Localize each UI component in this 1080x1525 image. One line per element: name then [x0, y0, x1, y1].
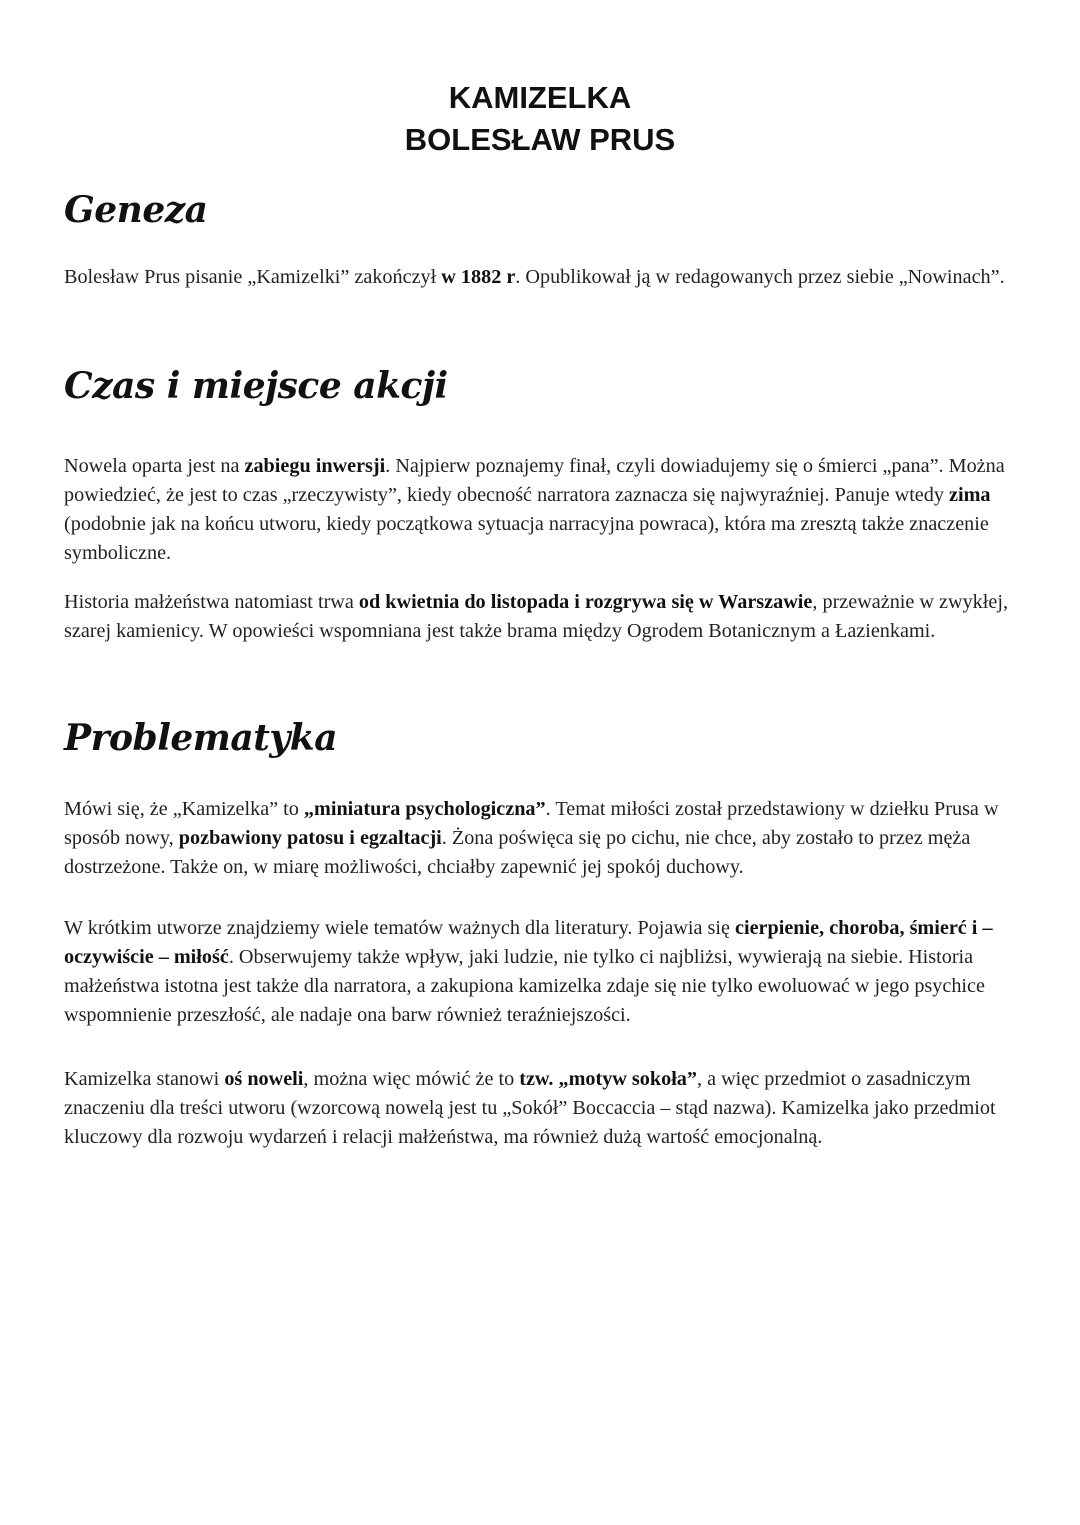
text-run: Bolesław Prus pisanie „Kamizelki” zakończył	[64, 266, 442, 288]
text-run: , można więc mówić że to	[303, 1068, 520, 1090]
text-run: Historia małżeństwa natomiast trwa	[64, 591, 359, 613]
bold-run: zabiegu inwersji	[244, 455, 386, 477]
text-run: Mówi się, że „Kamizelka” to	[64, 798, 304, 820]
bold-run: „miniatura psychologiczna”	[303, 798, 546, 820]
paragraph-czas-2	[64, 588, 1024, 646]
paragraph-problematyka-3	[64, 1065, 1024, 1152]
title-line-work: KAMIZELKA	[448, 80, 632, 115]
text-run: , a więc przedmiot o zasadniczym znaczeniu dla treści utworu (wzorcową nowelą jest tu „Sokół” Boccaccia – stąd nazwa). Kamizelka jako przedmiot kluczowy dla rozwoju wydarzeń i relacji małżeństwa, ma również dużą wartość emocjonalną.	[64, 1068, 996, 1148]
text-run: . Najpierw poznajemy finał, czyli dowiadujemy się o śmierci „pana”. Można powiedzieć, że jest to czas „rzeczywisty”, kiedy obecność narratora zaznacza się najwyraźniej. Panuje wtedy	[64, 455, 1005, 506]
bold-run: cierpienie, choroba, śmierć i – oczywiście – miłość	[64, 917, 993, 968]
text-run: Nowela oparta jest na	[64, 455, 245, 477]
bold-run: oś noweli	[224, 1068, 304, 1090]
paragraph-problematyka-2	[64, 914, 1024, 1030]
bold-run: tzw. „motyw sokoła”	[519, 1068, 697, 1090]
section-heading-czas: Czas i miejsce akcji	[64, 365, 448, 407]
text-run: Kamizelka stanowi	[64, 1068, 225, 1090]
text-run: . Żona poświęca się po cichu, nie chce, aby zostało to przez męża dostrzeżone. Także on, w miarę możliwości, chciałby zapewnić jej spokój duchowy.	[64, 827, 971, 878]
bold-run: pozbawiony patosu i egzaltacji	[178, 827, 442, 849]
bold-run: w 1882 r	[441, 266, 516, 288]
text-run: . Opublikował ją w redagowanych przez siebie „Nowinach”.	[515, 266, 1005, 288]
text-run: (podobnie jak na końcu utworu, kiedy początkowa sytuacja narracyjna powraca), która ma zresztą także znaczenie symboliczne.	[64, 513, 989, 564]
paragraph-czas-1	[64, 452, 1024, 568]
bold-run: od kwietnia do listopada i rozgrywa się w Warszawie	[358, 591, 813, 613]
text-run: , przeważnie w zwykłej, szarej kamienicy. W opowieści wspomniana jest także brama między Ogrodem Botanicznym a Łazienkami.	[64, 591, 1008, 642]
section-heading-geneza: Geneza	[64, 189, 208, 231]
text-run: W krótkim utworze znajdziemy wiele tematów ważnych dla literatury. Pojawia się	[64, 917, 736, 939]
title-line-author: BOLESŁAW PRUS	[404, 122, 676, 157]
text-run: . Obserwujemy także wpływ, jaki ludzie, nie tylko ci najbliżsi, wywierają na siebie. Historia małżeństwa istotna jest także dla narratora, a zakupiona kamizelka zdaje się nie tylko ewoluować w jego psychice wspomnienie przeszłość, ale nadaje ona barw również teraźniejszości.	[64, 946, 985, 1026]
paragraph-problematyka-1	[64, 795, 1024, 882]
bold-run: zima	[949, 484, 991, 506]
text-run: . Temat miłości został przedstawiony w dziełku Prusa w sposób nowy,	[64, 798, 999, 849]
document-title	[0, 77, 1080, 161]
paragraph-geneza-1	[64, 263, 1024, 292]
section-heading-problematyka: Problematyka	[64, 717, 338, 759]
